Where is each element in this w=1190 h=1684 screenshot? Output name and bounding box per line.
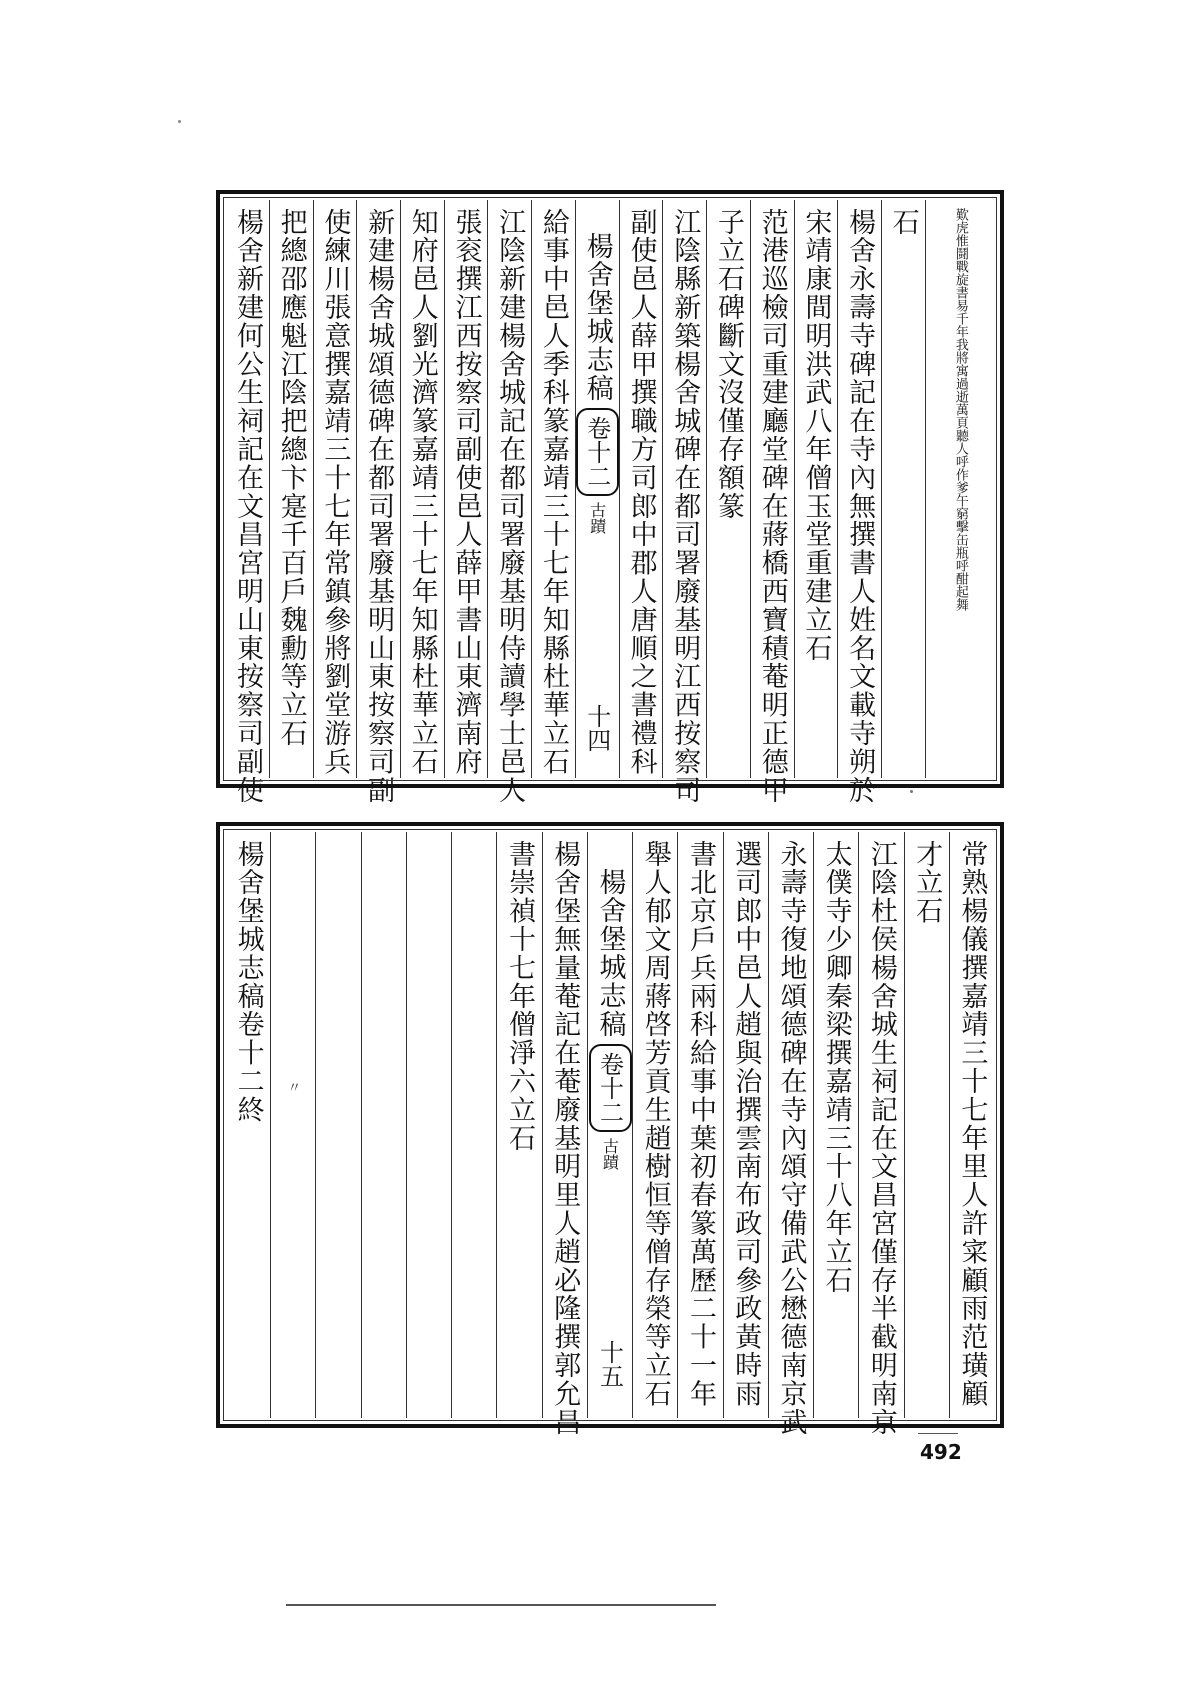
bottom-rule	[286, 1604, 716, 1606]
text-column	[925, 200, 994, 778]
text-line: 楊舍堡城志稿卷十二終	[232, 840, 264, 1124]
text-column	[406, 832, 451, 1418]
text-line: 書崇禎十七年僧淨六立石	[504, 840, 536, 1153]
center-fold-column	[575, 200, 619, 778]
top-text-columns	[226, 200, 994, 805]
text-line: 太僕寺少卿秦梁撰嘉靖三十八年立石	[820, 840, 852, 1295]
text-line: 石	[887, 208, 919, 237]
page-number-rule	[918, 1433, 958, 1434]
text-line: 使練川張意撰嘉靖三十七年常鎮參將劉堂游兵	[319, 208, 351, 776]
text-line: 選司郎中邑人趙與治撰雲南布政司參政黃時雨	[730, 840, 762, 1408]
text-column	[858, 832, 903, 1437]
text-line: 知府邑人劉光濟篆嘉靖三十七年知縣杜華立石	[406, 208, 438, 776]
text-column	[794, 200, 838, 778]
poem-note-line: 呼作爹午窮擊缶瓶呼酣起舞	[952, 455, 968, 611]
book-title: 楊舍堡城志稿	[594, 867, 626, 1039]
text-column	[315, 832, 360, 1418]
text-column	[837, 200, 881, 805]
section-label: 古蹟	[587, 502, 607, 535]
ink-mark: 〃	[285, 1080, 302, 1094]
text-line: 范港巡檢司重建廳堂碑在蔣橋西寶積菴明正德甲	[756, 208, 788, 805]
poem-note-line: 歎虎惟鬪戰旋書易千年我將寓過逝萬頁聽人	[952, 208, 968, 455]
text-column	[400, 200, 444, 778]
text-column	[542, 832, 587, 1437]
text-column	[444, 200, 488, 778]
text-column	[662, 200, 706, 805]
text-column	[313, 200, 357, 778]
center-fold-column	[587, 832, 632, 1418]
poem-note-text	[953, 208, 967, 778]
text-column	[949, 832, 994, 1418]
text-column	[881, 200, 925, 778]
folio-number: 十五	[595, 1340, 624, 1389]
text-line: 把總邵應魁江陰把總卞寔千百戶魏勳等立石	[275, 208, 307, 748]
book-title: 楊舍堡城志稿	[581, 231, 613, 403]
text-column	[619, 200, 663, 778]
text-column	[226, 200, 269, 805]
text-column	[723, 832, 768, 1418]
text-line: 楊舍堡無量菴記在菴廢基明里人趙必隆撰郭允昌	[549, 840, 581, 1437]
text-line: 副使邑人薛甲撰職方司郎中郡人唐順之書禮科	[625, 208, 657, 776]
text-line: 江陰縣新築楊舍城碑在都司署廢基明江西按察司	[669, 208, 701, 805]
text-line: 江陰杜侯楊舍城生祠記在文昌宮僅存半截明南京	[865, 840, 897, 1437]
text-column	[632, 832, 677, 1418]
folio-number: 十四	[582, 704, 611, 753]
text-line: 張衮撰江西按察司副使邑人薛甲書山東濟南府	[450, 208, 482, 776]
volume-label: 卷十二	[576, 408, 619, 496]
text-line: 楊舍永壽寺碑記在寺內無撰書人姓名文載寺朔於	[844, 208, 876, 805]
section-label: 古蹟	[600, 1138, 620, 1171]
text-column	[270, 832, 315, 1418]
text-line: 給事中邑人季科篆嘉靖三十七年知縣杜華立石	[537, 208, 569, 776]
text-column	[750, 200, 794, 805]
bottom-page-panel	[216, 822, 1004, 1437]
text-column	[904, 832, 949, 1418]
text-line: 舉人郁文周蔣啓芳貢生趙樹恒等僧存榮等立石	[639, 840, 671, 1408]
text-line: 子立石碑斷文沒僅存額篆	[712, 208, 744, 521]
paper-speck	[910, 790, 913, 793]
text-column	[451, 832, 496, 1418]
text-column	[706, 200, 750, 778]
text-column	[487, 200, 531, 805]
text-line: 書北京戶兵兩科給事中葉初春篆萬歷二十一年	[684, 840, 716, 1408]
text-column	[496, 832, 541, 1418]
text-column	[356, 200, 400, 805]
text-line: 江陰新建楊舍城記在都司署廢基明侍讀學士邑人	[494, 208, 526, 805]
text-column	[226, 832, 270, 1418]
page-number: 492	[920, 1440, 962, 1464]
bottom-text-columns	[226, 832, 994, 1437]
paper-speck	[178, 120, 181, 123]
text-line: 宋靖康間明洪武八年僧玉堂重建立石	[800, 208, 832, 663]
top-page-panel	[216, 190, 1004, 805]
text-column	[361, 832, 406, 1418]
text-column	[768, 832, 813, 1437]
text-line: 才立石	[911, 840, 943, 926]
text-line: 常熟楊儀撰嘉靖三十七年里人許寀顧雨范璜顧	[956, 840, 988, 1408]
text-column	[531, 200, 575, 778]
volume-label: 卷十二	[589, 1044, 632, 1132]
text-column	[269, 200, 313, 778]
text-line: 永壽寺復地頌德碑在寺內頌守備武公懋德南京武	[775, 840, 807, 1437]
text-column	[677, 832, 722, 1418]
text-column	[813, 832, 858, 1418]
text-line: 新建楊舍城頌德碑在都司署廢基明山東按察司副	[363, 208, 395, 805]
text-line: 楊舍新建何公生祠記在文昌宮明山東按察司副使	[231, 208, 263, 805]
